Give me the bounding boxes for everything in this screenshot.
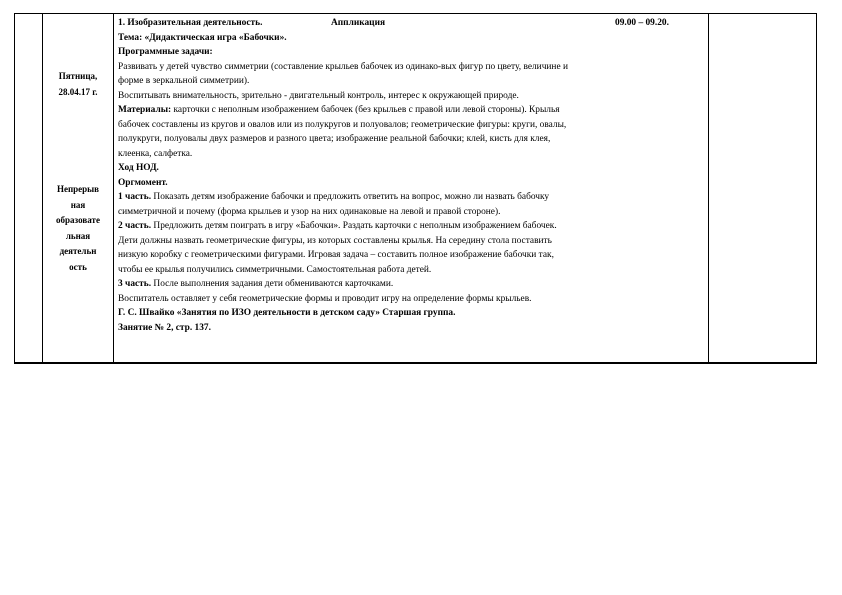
lesson-time: 09.00 – 09.20. [615,18,669,28]
part2-line: низкую коробку с геометрическими фигурами. Игровая задача – составить полное изображение бабочки так, [118,250,554,260]
lesson-plan-table [14,13,817,364]
lesson-subject: 1. Изобразительная деятельность. [118,18,263,28]
lesson-content-cell [114,14,709,363]
orgmoment-title: Оргмомент. [118,177,168,188]
activity-label-line: льная [65,230,91,241]
notes-cell [709,14,817,363]
day-name: Пятница, [58,71,98,81]
activity-label-line: Непрерыв [56,184,100,194]
part2-line: чтобы ее крылья получились симметричными. Самостоятельная работа детей. [118,264,432,275]
activity-label-line: ная [70,199,86,210]
tasks-line: Воспитывать внимательность, зрительно - двигательный контроль, интерес к окружающей природе. [118,90,519,101]
course-title: Ход НОД. [118,163,159,173]
part2-label: 2 часть. [118,221,152,231]
table-row [15,14,817,363]
materials-line: полукруги, полуовалы двух размеров и разного цвета; изображение реальной бабочки; клей, кисть для клея, [118,134,551,144]
source-line: Занятие № 2, стр. 137. [118,322,211,333]
part1-line: симметричной и почему (форма крыльев и узор на них одинаковые на левой и правой стороне). [118,206,501,217]
part3-line: Воспитатель оставляет у себя геометрические формы и проводит игру на определение формы крыльев. [118,293,532,304]
materials-line [118,103,704,118]
tasks-line: форме в зеркальной симметрии). [118,76,250,86]
materials-text: карточки с неполным изображением бабочек (без крыльев с правой или левой стороны). Крылья [171,105,560,115]
part2-text: Предложить детям поиграть в игру «Бабочки». Раздать карточки с неполным изображением бабочек. [151,221,557,231]
part3-label: 3 часть. [118,279,152,289]
activity-label-line: деятельн [59,246,97,257]
part1-line [118,190,704,205]
tasks-title: Программные задачи: [118,47,213,57]
materials-label: Материалы: [118,105,172,115]
materials-line: бабочек составлены из кругов и овалов или из полукругов и полуовалов; геометрические фигуры: круги, овалы, [118,119,567,130]
part3-line [118,277,704,292]
lesson-topic: Тема: «Дидактическая игра «Бабочки». [118,32,287,43]
empty-left-cell [15,14,43,363]
lesson-header [118,16,704,31]
day-date: 28.04.17 г. [58,87,98,97]
part1-text: Показать детям изображение бабочки и предложить ответить на вопрос, можно ли назвать бабочку [151,192,550,202]
part2-line [118,219,704,234]
part1-label: 1 часть. [118,192,152,202]
day-cell [43,14,114,363]
activity-label-line: образовате [56,215,100,226]
day-label [43,68,113,100]
tasks-line: Развивать у детей чувство симметрии (составление крыльев бабочек из одинако-вых фигур по цвету, величине и [118,61,568,72]
lesson-type: Аппликация [331,18,386,28]
materials-line: клеенка, салфетка. [118,148,193,159]
part3-text: После выполнения задания дети обмениваются карточками. [151,279,394,289]
activity-label [43,182,113,276]
source-line: Г. С. Швайко «Занятия по ИЗО деятельности в детском саду» Старшая группа. [118,308,456,318]
part2-line: Дети должны назвать геометрические фигуры, из которых составлены крылья. На середину стола поставить [118,235,552,246]
activity-label-line: ость [69,261,87,272]
